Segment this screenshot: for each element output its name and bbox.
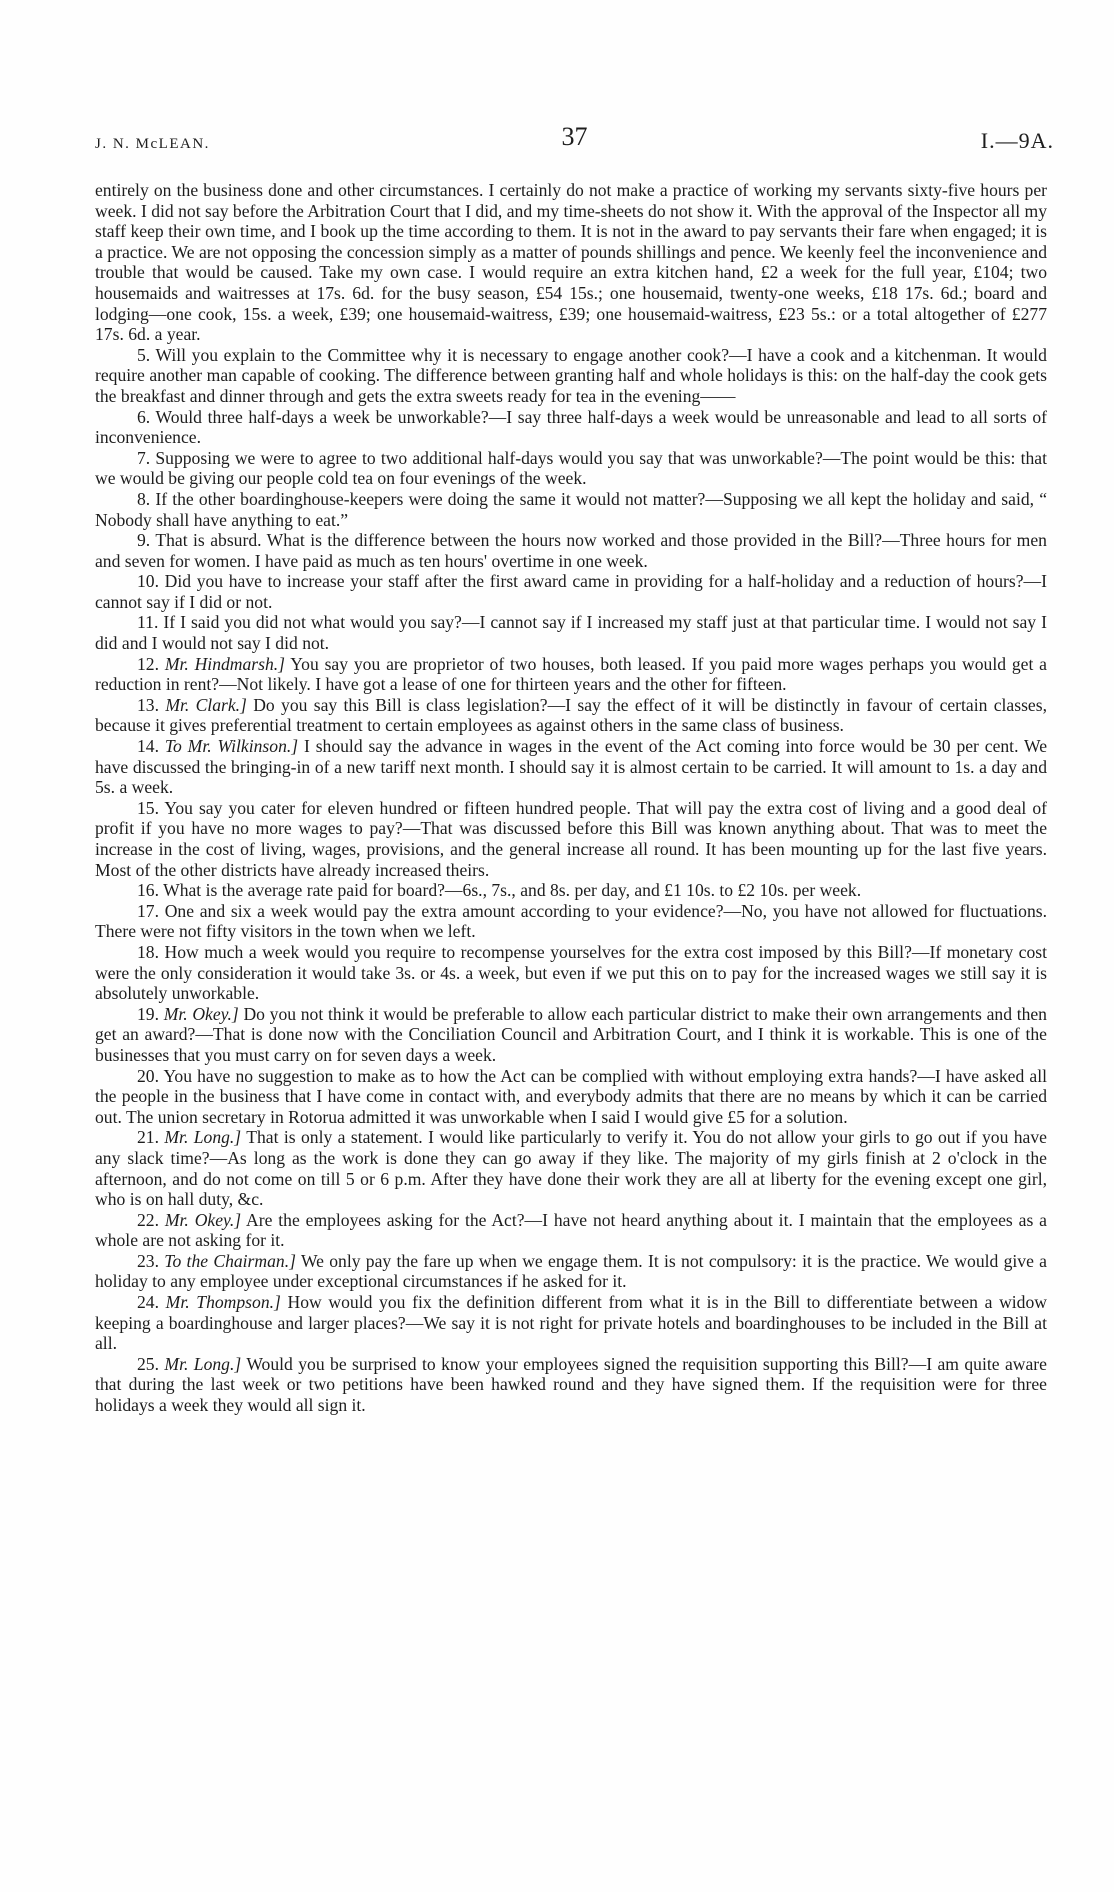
page-header	[95, 122, 1054, 162]
paragraph-text: That is absurd. What is the difference between the hours now worked and those provided in the Bill?—Three hours for men and seven for women. I have paid as much as ten hours' overtime in one week.	[95, 530, 1047, 571]
paragraph-text: You say you are proprietor of two houses, both leased. If you paid more wages perhaps you would get a reduction in rent?—Not likely. I have got a lease of one for thirteen years and the other for fifteen.	[95, 653, 1047, 695]
question-number: 14.	[137, 736, 159, 757]
paragraph-text: Do you not think it would be preferable to allow each particular district to make their own arrangements and then get an award?—That is done now with the Conciliation Council and Arbitration Court, and I think it is workable. This is one of the businesses that you must carry on for seven days a week.	[95, 1003, 1047, 1065]
speaker-label: Mr. Hindmarsh.]	[164, 653, 286, 674]
paragraph-text: How much a week would you require to recompense yourselves for the extra cost imposed by this Bill?—If monetary cost were the only consideration it would take 3s. or 4s. a week, but even if we put this on to pay for the increased wages we still say it is absolutely unworkable.	[95, 941, 1047, 1004]
header-paper-reference: I.—9A.	[980, 128, 1054, 153]
question-paragraph	[95, 736, 1047, 798]
paragraph-text: You have no suggestion to make as to how the Act can be complied with without employing extra hands?—I have asked all the people in the business that I have come in contact with, and everybody admits that there are no means by which it can be carried out. The union secretary in Rotorua admitted it was unworkable when I said I would give £5 for a solution.	[95, 1065, 1047, 1127]
question-number: 21.	[137, 1127, 159, 1148]
paragraph-text: You say you cater for eleven hundred or fifteen hundred people. That will pay the extra cost of living and a good deal of profit if you have no more wages to pay?—That was discussed before this Bill was known anything about. That was to meet the increase in the cost of living, wages, provisions, and the general increase all round. It has been mounting up for the last five years. Most of the other districts have already increased theirs.	[95, 797, 1047, 880]
question-paragraph	[95, 1251, 1047, 1292]
question-number: 20.	[137, 1065, 159, 1086]
paragraph-continued: entirely on the business done and other circumstances. I certainly do not make a practice of working my servants sixty-five hours per week. I did not say before the Arbitration Court that I did, and my time-sheets do not show it. With the approval of the Inspector all my staff keep their own time, and I book up the time according to them. It is not in the award to pay servants their fare when engaged; it is a practice. We are not opposing the concession simply as a matter of pounds shillings and pence. We keenly feel the inconvenience and trouble that would be caused. Take my own case. I would require an extra kitchen hand, £2 a week for the full year, £104; two housemaids and waitresses at 17s. 6d. for the busy season, £54 15s.; one housemaid, twenty-one weeks, £18 17s. 6d.; board and lodging—one cook, 15s. a week, £39; one housemaid-waitress, £39; one housemaid-waitress, £23 5s.: or a total altogether of £277 17s. 6d. a year.	[95, 180, 1047, 345]
question-paragraph	[95, 798, 1047, 880]
paragraph-text: Would you be surprised to know your employees signed the requisition supporting this Bill?—I am quite aware that during the last week or two petitions have been hawked round and they have signed them. If the requisition were for three holidays a week they would all sign it.	[95, 1353, 1047, 1416]
question-number: 25.	[137, 1353, 159, 1374]
question-paragraph	[95, 1354, 1047, 1416]
speaker-label: To the Chairman.]	[164, 1250, 296, 1271]
speaker-label: Mr. Long.]	[164, 1353, 242, 1374]
speaker-label: Mr. Thompson.]	[165, 1292, 281, 1313]
question-number: 15.	[137, 797, 159, 818]
question-number: 22.	[137, 1209, 159, 1230]
question-number: 19.	[137, 1003, 159, 1024]
question-paragraph	[95, 612, 1047, 653]
paragraph-text: Will you explain to the Committee why it is necessary to engage another cook?—I have a cook and a kitchenman. It would require another man capable of cooking. The difference between granting half and whole holidays is this: on the half-day the cook gets the breakfast and dinner through and gets the extra sweets ready for tea in the evening——	[95, 344, 1047, 406]
page-number: 37	[561, 122, 588, 151]
paragraph-text: Would three half-days a week be unworkable?—I say three half-days a week would be unreasonable and lead to all sorts of inconvenience.	[95, 406, 1047, 448]
paragraph-text: We only pay the fare up when we engage them. It is not compulsory: it is the practice. We would give a holiday to any employee under exceptional circumstances if he asked for it.	[95, 1250, 1047, 1292]
question-paragraph	[95, 571, 1047, 612]
question-paragraph	[95, 448, 1047, 489]
paragraph-text: That is only a statement. I would like particularly to verify it. You do not allow your girls to go out if you have any slack time?—As long as the work is done they can go away if they like. The majority of my girls finish at 2 o'clock in the afternoon, and do not come on till 5 or 6 p.m. After they have done their work they are all at liberty for the evening except one girl, who is on hall duty, &c.	[95, 1127, 1047, 1210]
paragraph-text: I should say the advance in wages in the event of the Act coming into force would be 30 per cent. We have discussed the bringing-in of a new tariff next month. I should say it is almost certain to be carried. It will amount to 1s. a day and 5s. a week.	[95, 736, 1048, 798]
question-number: 8.	[137, 488, 151, 509]
question-paragraph	[95, 654, 1047, 695]
question-paragraph	[95, 1127, 1047, 1209]
question-number: 16.	[137, 880, 159, 901]
paragraph-text: Are the employees asking for the Act?—I have not heard anything about it. I maintain that the employees as a whole are not asking for it.	[95, 1209, 1047, 1251]
question-paragraph	[95, 1210, 1047, 1251]
paragraph-text: If the other boardinghouse-keepers were doing the same it would not matter?—Supposing we all kept the holiday and said, “ Nobody shall have anything to eat.”	[95, 488, 1048, 530]
question-number: 7.	[137, 447, 151, 468]
speaker-label: Mr. Okey.]	[164, 1209, 242, 1230]
question-paragraph	[95, 901, 1047, 942]
paragraph-text: Supposing we were to agree to two additional half-days would you say that was unworkable?—The point would be this: that we would be giving our people cold tea on four evenings of the week.	[95, 447, 1047, 489]
question-paragraph	[95, 489, 1047, 530]
paragraph-text: If I said you did not what would you say?—I cannot say if I increased my staff just at that particular time. I would not say I did and I would not say I did not.	[95, 612, 1047, 654]
speaker-label: Mr. Clark.]	[165, 694, 247, 715]
question-paragraph	[95, 880, 1047, 901]
question-number: 9.	[137, 530, 151, 551]
paragraph-text: How would you fix the definition different from what it is in the Bill to differentiate between a widow keeping a boardinghouse and larger places?—We say it is not right for private hotels and boardinghouses to be included in the Bill at all.	[95, 1292, 1047, 1354]
evidence-body	[95, 180, 1047, 1416]
question-number: 5.	[137, 344, 151, 365]
question-paragraph	[95, 695, 1047, 736]
header-witness-name: J. N. McLEAN.	[95, 136, 210, 152]
question-number: 23.	[137, 1250, 159, 1271]
paragraph-text: Did you have to increase your staff after the first award came in providing for a half-holiday and a reduction of hours?—I cannot say if I did or not.	[95, 571, 1047, 612]
question-number: 12.	[137, 653, 159, 674]
question-number: 11.	[137, 612, 159, 633]
question-paragraph	[95, 530, 1047, 571]
paragraph-text: Do you say this Bill is class legislation?—I say the effect of it will be distinctly in favour of certain classes, because it gives preferential treatment to certain employees as against others in the same class of business.	[95, 694, 1047, 736]
question-number: 17.	[137, 900, 159, 921]
question-number: 10.	[137, 571, 159, 592]
question-paragraph	[95, 407, 1047, 448]
paragraph-text: One and six a week would pay the extra amount according to your evidence?—No, you have not allowed for fluctuations. There were not fifty visitors in the town when we left.	[95, 900, 1047, 942]
speaker-label: Mr. Long.]	[164, 1127, 242, 1148]
speaker-label: To Mr. Wilkinson.]	[164, 736, 299, 757]
question-number: 18.	[137, 941, 159, 962]
question-paragraph	[95, 345, 1047, 407]
question-paragraph	[95, 1004, 1047, 1066]
question-paragraph	[95, 1066, 1047, 1128]
question-paragraph	[95, 1292, 1047, 1354]
question-number: 24.	[137, 1292, 159, 1313]
question-number: 6.	[137, 406, 151, 427]
question-paragraph	[95, 942, 1047, 1004]
question-number: 13.	[137, 694, 159, 715]
speaker-label: Mr. Okey.]	[163, 1003, 239, 1024]
paragraph-text: What is the average rate paid for board?—6s., 7s., and 8s. per day, and £1 10s. to £2 10s. per week.	[163, 880, 862, 901]
